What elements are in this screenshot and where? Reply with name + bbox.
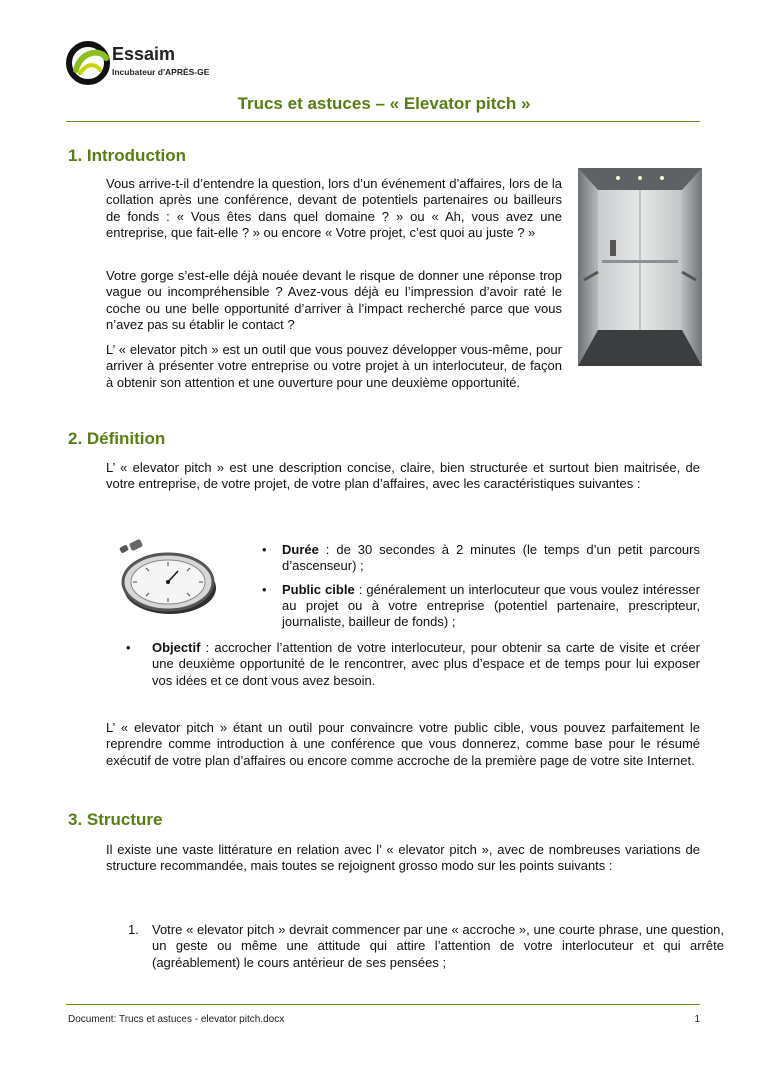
definition-paragraph-2: L’ « elevator pitch » étant un outil pour convaincre votre public cible, vous pouvez parfaitement le reprendre comme introduction à une conférence que vous donnerez, comme base pour le résumé exécutif de votre plan d’affaires ou encore comme accroche de la première page de votre site Internet. [106,720,700,768]
essaim-logo-mark-icon [66,40,112,86]
intro-paragraph-2: Votre gorge s’est-elle déjà nouée devant le risque de donner une réponse trop vague ou incompréhensible ? Avez-vous déjà eu l’impression d’avoir raté le coche ou une belle opportunité d’arriver à l’impact recherché parce que vous n’avez pas su établir le contact ? [106,268,562,332]
intro-paragraph-1: Vous arrive-t-il d’entendre la question, lors d’un événement d’affaires, lors de la collation après une conférence, devant de potentiels partenaires ou bailleurs de fonds : « Vous êtes dans quel domaine ? » ou « Ah, vous avez une entreprise, que fait-elle ? » ou encore « Votre projet, c’est quoi au juste ? » [106,176,562,240]
structure-item-1 [128,922,724,971]
structure-paragraph-1: Il existe une vaste littérature en relation avec l’ « elevator pitch », avec de nombreuses variations de structure recommandée, mais toutes se rejoignent grosso modo sur les points suivants : [106,842,700,874]
item-text: Votre « elevator pitch » devrait commencer par une « accroche », une courte phrase, une question, un geste ou même une attitude qui attire l’attention de votre interlocuteur et qui arrête (agréablement) le cours antérieur de ses pensées ; [152,922,724,970]
bullet-objectif [126,640,700,689]
essaim-logo [66,40,210,88]
section-heading-structure: 3. Structure [68,810,163,829]
brand-name: Essaim [112,44,176,64]
item-number: 1. [128,922,139,937]
stopwatch-image [108,538,218,616]
bullet-public-cible [262,582,700,631]
document-title: Trucs et astuces – « Elevator pitch » [237,94,531,113]
bullet-term: Durée [282,542,319,557]
title-divider [66,121,700,122]
bullet-text: : de 30 secondes à 2 minutes (le temps d’un petit parcours d’ascenseur) ; [282,542,700,574]
definition-bullet-list-right [262,542,700,630]
footer-divider [66,1004,700,1005]
section-heading-definition: 2. Définition [68,429,166,448]
bullet-term: Public cible [282,581,355,597]
footer-page-number: 1 [694,1014,700,1025]
bullet-term: Objectif [152,640,201,655]
bullet-dot-icon: • [262,581,267,597]
bullet-dot-icon: • [262,542,267,557]
bullet-text: : généralement un interlocuteur que vous voulez intéresser au projet ou à votre entreprise (potentiel partenaire, prescripteur, journaliste, bailleur de fonds) ; [282,581,700,630]
definition-bullet-list-left [126,640,700,689]
bullet-duree [262,542,700,575]
elevator-image [578,168,702,366]
brand-tagline: Incubateur d'APRÈS-GE [112,67,210,77]
bullet-text: : accrocher l’attention de votre interlocuteur, pour obtenir sa carte de visite et créer une deuxième opportunité de le rencontrer, avec plus d’espace et de temps pour lui exposer vos idées et ce dont vous avez besoin. [152,640,700,688]
section-heading-introduction: 1. Introduction [68,146,187,165]
bullet-dot-icon: • [126,640,131,655]
intro-paragraph-3: L’ « elevator pitch » est un outil que vous pouvez développer vous-même, pour arriver à présenter votre entreprise ou votre projet à un interlocuteur, de façon à obtenir son attention et une ouverture pour une deuxième opportunité. [106,342,562,390]
footer-document-name: Document: Trucs et astuces - elevator pitch.docx [68,1014,285,1025]
definition-paragraph-1: L’ « elevator pitch » est une description concise, claire, bien structurée et surtout bien maitrisée, de votre entreprise, de votre projet, de votre plan d’affaires, avec les caractéristiques suivantes : [106,460,700,492]
